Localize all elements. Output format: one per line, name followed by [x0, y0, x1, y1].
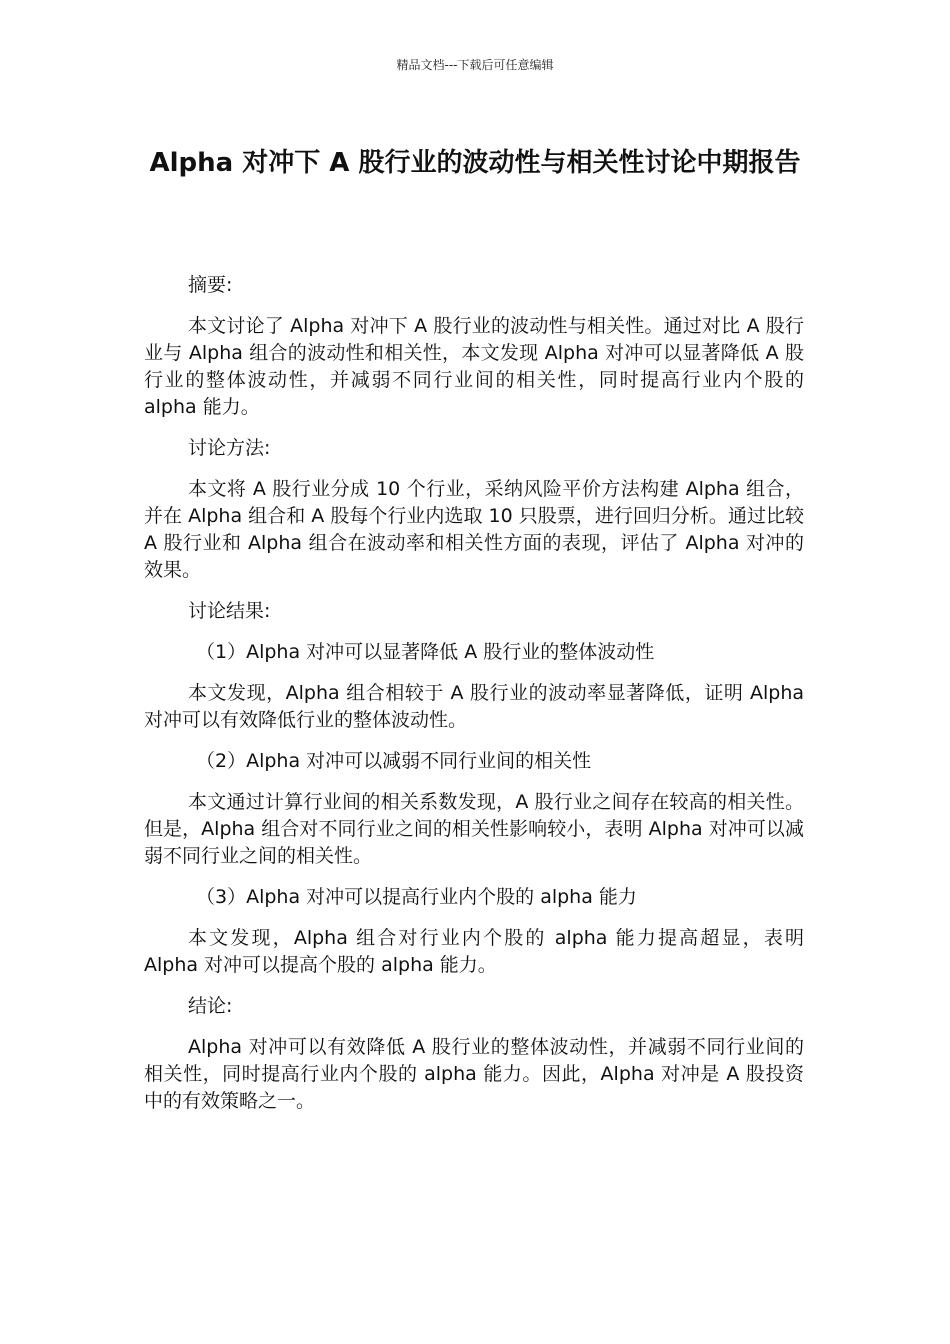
header-note: 精品文档---下载后可任意编辑 — [396, 58, 554, 72]
abstract-heading: 摘要: — [188, 274, 233, 296]
document-title: Alpha 对冲下 A 股行业的波动性与相关性讨论中期报告 — [149, 148, 801, 178]
conclusion-paragraph: Alpha 对冲可以有效降低 A 股行业的整体波动性，并减弱不同行业间的相关性，同时提高行业内个股的 alpha 能力。因此，Alpha 对冲是 A 股投资中的有效策略之一。 — [144, 1036, 804, 1112]
result1-paragraph: 本文发现，Alpha 组合相较于 A 股行业的波动率显著降低，证明 Alpha 对冲可以有效降低行业的整体波动性。 — [144, 682, 804, 731]
result1-heading: （1）Alpha 对冲可以显著降低 A 股行业的整体波动性 — [196, 641, 655, 663]
result2-heading: （2）Alpha 对冲可以减弱不同行业间的相关性 — [196, 750, 592, 772]
results-heading: 讨论结果: — [188, 600, 271, 622]
method-paragraph: 本文将 A 股行业分成 10 个行业，采纳风险平价方法构建 Alpha 组合，并在 Alpha 组合和 A 股每个行业内选取 10 只股票，进行回归分析。通过比较 A 股行业和 Alpha 组合在波动率和相关性方面的表现，评估了 Alpha 对冲的效果。 — [144, 478, 804, 581]
conclusion-heading: 结论: — [188, 995, 233, 1017]
abstract-paragraph: 本文讨论了 Alpha 对冲下 A 股行业的波动性与相关性。通过对比 A 股行业与 Alpha 组合的波动性和相关性，本文发现 Alpha 对冲可以显著降低 A 股行业的整体波动性，并减弱不同行业间的相关性，同时提高行业内个股的 alpha 能力。 — [144, 315, 804, 418]
document-body — [144, 272, 804, 1129]
method-heading: 讨论方法: — [188, 437, 271, 459]
result2-paragraph: 本文通过计算行业间的相关系数发现，A 股行业之间存在较高的相关性。但是，Alpha 组合对不同行业之间的相关性影响较小，表明 Alpha 对冲可以减弱不同行业之间的相关性。 — [144, 791, 804, 867]
result3-heading: （3）Alpha 对冲可以提高行业内个股的 alpha 能力 — [196, 886, 637, 908]
result3-paragraph: 本文发现，Alpha 组合对行业内个股的 alpha 能力提高超显，表明 Alpha 对冲可以提高个股的 alpha 能力。 — [144, 927, 804, 976]
